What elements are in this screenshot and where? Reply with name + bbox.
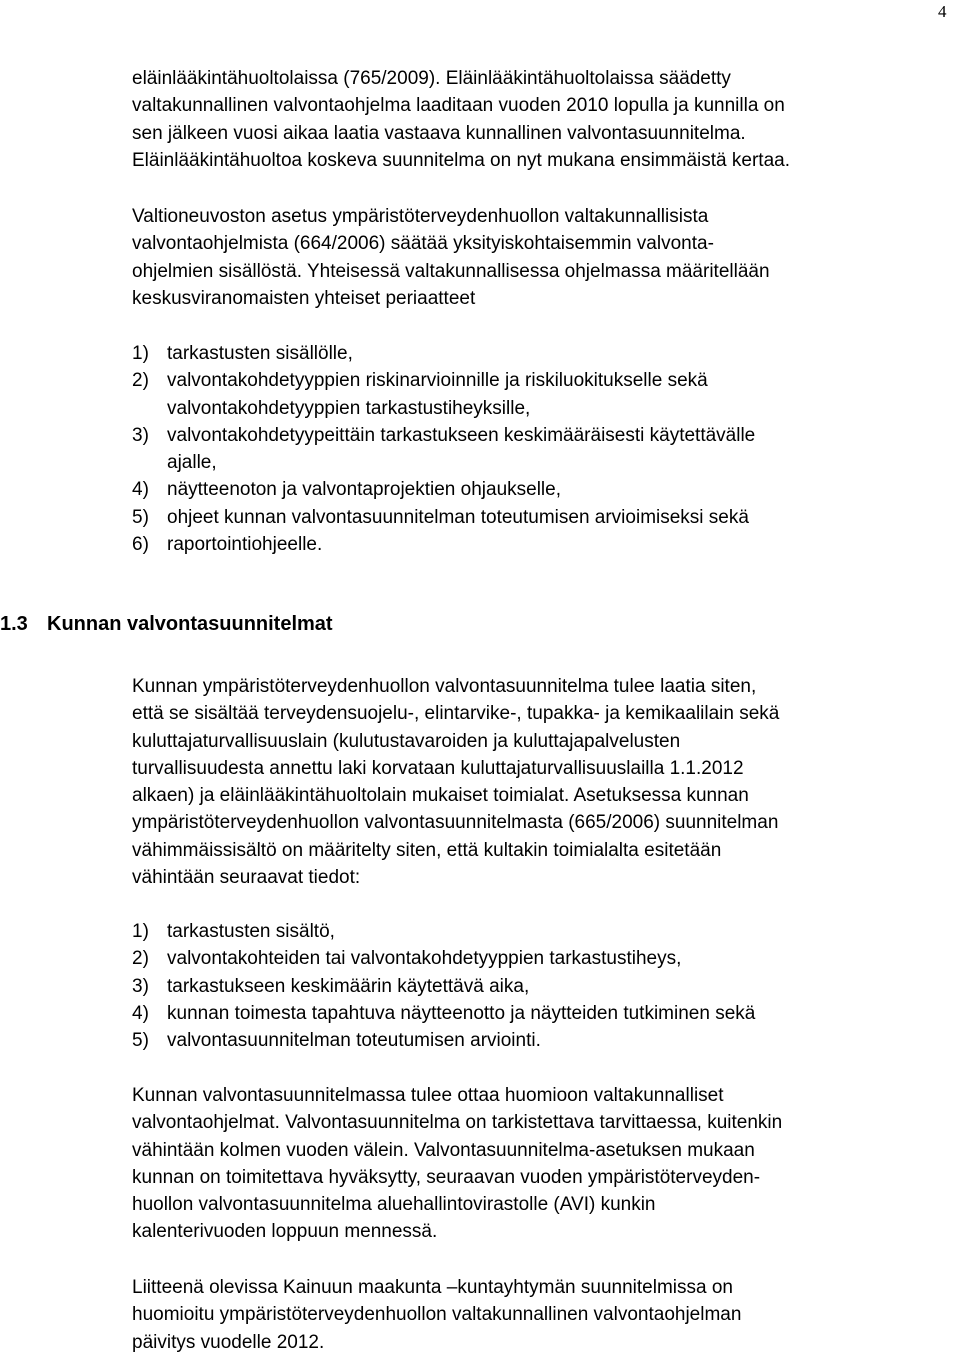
text-line: huomioitu ympäristöterveydenhuollon valtakunnallinen valvontaohjelman: [132, 1304, 742, 1326]
text-line: Kunnan ympäristöterveydenhuollon valvontasuunnitelma tulee laatia siten,: [132, 676, 757, 697]
text-line: Liitteenä olevissa Kainuun maakunta –kuntayhtymän suunnitelmissa on: [132, 1277, 733, 1298]
list-item: [132, 973, 952, 1000]
list-number: 4): [132, 479, 149, 501]
text-line: Kunnan valvontasuunnitelmassa tulee ottaa huomioon valtakunnalliset: [132, 1085, 724, 1106]
text-line: huollon valvontasuunnitelma aluehallintovirastolle (AVI) kunkin: [132, 1194, 656, 1216]
national-principles-list: [132, 340, 952, 558]
list-item: [132, 504, 952, 531]
list-item: [132, 1027, 952, 1054]
list-text: valvontasuunnitelman toteutumisen arviointi.: [167, 1030, 541, 1052]
list-number: 1): [132, 343, 149, 364]
paragraph-liitteena: [132, 1274, 952, 1356]
text-line: ohjelmien sisällöstä. Yhteisessä valtakunnallisessa ohjelmassa määritellään: [132, 260, 770, 282]
text-line: kunnan on toimitettava hyväksytty, seuraavan vuoden ympäristöterveyden-: [132, 1166, 761, 1188]
list-text: näytteenoton ja valvontaprojektien ohjaukselle,: [167, 479, 561, 501]
list-number: 3): [132, 975, 149, 997]
list-number: 5): [132, 506, 149, 528]
section-title: Kunnan valvontasuunnitelmat: [47, 613, 333, 635]
text-line: Eläinlääkintähuoltoa koskeva suunnitelma on nyt mukana ensimmäistä kertaa.: [132, 149, 790, 171]
list-item: [132, 918, 952, 945]
list-item: [132, 367, 952, 394]
list-text: tarkastukseen keskimäärin käytettävä aika,: [167, 975, 530, 997]
minimum-content-list: [132, 918, 952, 1054]
list-text: valvontakohteiden tai valvontakohdetyyppien tarkastustiheys,: [167, 948, 682, 970]
text-line: alkaen) ja eläinlääkintähuoltolain mukaiset toimialat. Asetuksessa kunnan: [132, 785, 749, 807]
list-item: [132, 422, 952, 449]
text-line: että se sisältää terveydensuojelu-, elintarvike-, tupakka- ja kemikaalilain sekä: [132, 703, 780, 725]
list-number: 3): [132, 424, 149, 446]
section-number: 1.3: [0, 613, 28, 635]
list-item: [132, 476, 952, 503]
paragraph-eläinlääkintä: [132, 65, 952, 174]
text-line: keskusviranomaisten yhteiset periaatteet: [132, 287, 476, 309]
paragraph-valtakunnalliset-ohjelmat: [132, 1082, 952, 1246]
paragraph-kunnan-valvontasuunnitelma: [132, 673, 952, 891]
list-item-continuation: ajalle,: [167, 452, 217, 474]
text-line: ympäristöterveydenhuollon valvontasuunnitelmasta (665/2006) suunnitelman: [132, 812, 779, 834]
list-number: 1): [132, 921, 149, 942]
text-line: valvontaohjelmista (664/2006) säätää yksityiskohtaisemmin valvonta-: [132, 233, 714, 255]
list-item-continuation: valvontakohdetyyppien tarkastustiheyksille,: [167, 397, 531, 419]
list-item: [132, 945, 952, 972]
text-line: turvallisuudesta annettu laki korvataan kuluttajaturvallisuuslailla 1.1.2012: [132, 757, 744, 779]
list-number: 2): [132, 948, 149, 970]
list-item: [132, 531, 952, 558]
text-line: valvontaohjelmat. Valvontasuunnitelma on tarkistettava tarvittaessa, kuitenkin: [132, 1112, 783, 1134]
section-heading: [0, 610, 333, 638]
text-line: Valtioneuvoston asetus ympäristöterveydenhuollon valtakunnallisista: [132, 206, 709, 227]
list-number: 5): [132, 1030, 149, 1052]
list-text: valvontakohdetyyppien riskinarvioinnille ja riskiluokitukselle sekä: [167, 370, 708, 392]
list-item: [132, 1000, 952, 1027]
text-line: vähintään kolmen vuoden välein. Valvontasuunnitelma-asetuksen mukaan: [132, 1139, 755, 1161]
text-line: eläinlääkintähuoltolaissa (765/2009). Eläinlääkintähuoltolaissa säädetty: [132, 68, 731, 89]
list-number: 4): [132, 1002, 149, 1024]
list-text: kunnan toimesta tapahtuva näytteenotto ja näytteiden tutkiminen sekä: [167, 1002, 756, 1024]
text-line: vähintään seuraavat tiedot:: [132, 867, 361, 889]
page-number: 4: [938, 2, 947, 21]
text-line: kuluttajaturvallisuuslain (kulutustavaroiden ja kuluttajapalvelusten: [132, 730, 681, 752]
list-number: 2): [132, 370, 149, 392]
list-text: tarkastusten sisällölle,: [167, 343, 353, 364]
list-item: [132, 340, 952, 367]
text-line: vähimmäissisältö on määritelty siten, että kultakin toimialalta esitetään: [132, 839, 722, 861]
paragraph-valtioneuvoston-asetus: [132, 203, 952, 312]
list-number: 6): [132, 534, 149, 556]
list-text: valvontakohdetyypeittäin tarkastukseen keskimääräisesti käytettävälle: [167, 424, 756, 446]
text-line: sen jälkeen vuosi aikaa laatia vastaava kunnallinen valvontasuunnitelma.: [132, 122, 746, 144]
list-text: raportointiohjeelle.: [167, 534, 323, 556]
text-line: kalenterivuoden loppuun mennessä.: [132, 1221, 438, 1243]
text-line: valtakunnallinen valvontaohjelma laaditaan vuoden 2010 lopulla ja kunnilla on: [132, 95, 785, 117]
text-line: päivitys vuodelle 2012.: [132, 1331, 325, 1353]
list-text: tarkastusten sisältö,: [167, 921, 335, 942]
list-text: ohjeet kunnan valvontasuunnitelman toteutumisen arvioimiseksi sekä: [167, 506, 749, 528]
